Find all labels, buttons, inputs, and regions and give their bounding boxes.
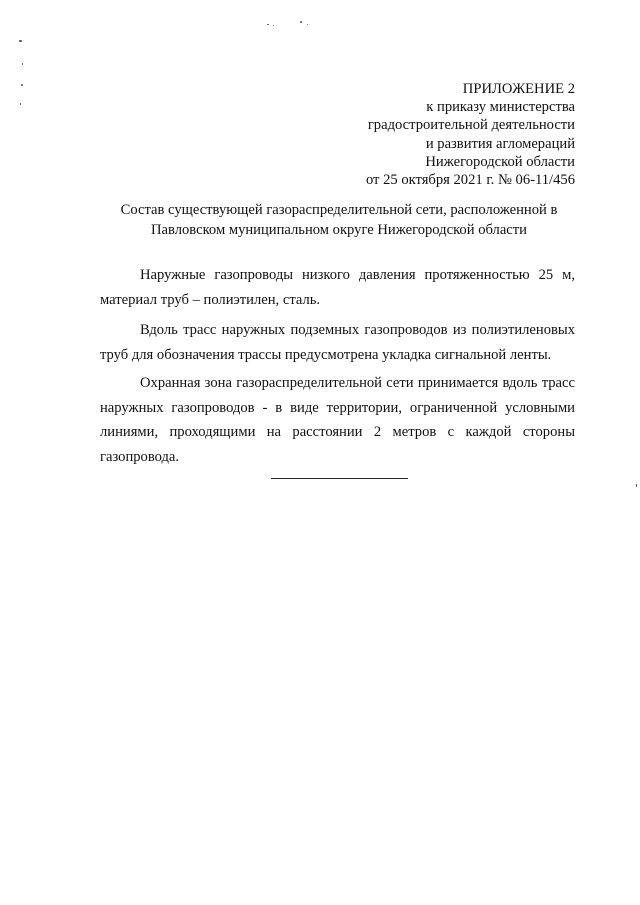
document-body [100,263,575,469]
appendix-line-order: к приказу министерства [426,99,575,116]
paragraph-protection-zone [100,371,575,469]
document-title [100,200,578,240]
scan-speck [300,21,302,23]
paragraph-line: Наружные газопроводы низкого давления протяженностью 25 м, [140,267,575,283]
appendix-line-ministry: градостроительной деятельности [367,117,575,134]
scan-speck [21,84,23,86]
paragraph-line: труб для обозначения трассы предусмотрена укладка сигнальной ленты. [100,346,552,363]
paragraph-line: наружных газопроводов - в виде территории, ограниченной условными [100,399,575,416]
scan-speck [307,24,308,25]
paragraph-line: линиями, проходящими на расстоянии 2 метров с каждой стороны [100,424,575,440]
paragraph-line: Вдоль трасс наружных подземных газопроводов из полиэтиленовых [140,322,575,338]
scan-speck [22,63,23,65]
scan-speck [19,40,22,42]
paragraph-signal-tape [100,318,575,367]
appendix-header [366,80,575,189]
paragraph-line: Охранная зона газораспределительной сети принимается вдоль трасс [140,375,575,391]
appendix-line-region: Нижегородской области [425,153,575,170]
title-line-2: Павловском муниципальном округе Нижегородской области [151,222,527,238]
appendix-line-agglomeration: и развития агломераций [425,135,575,152]
scan-speck [273,25,274,26]
appendix-order-date-number: от 25 октября 2021 г. № 06-11/456 [365,172,575,189]
paragraph-line: газопровода. [100,448,180,465]
scan-speck [267,24,269,25]
appendix-label: ПРИЛОЖЕНИЕ 2 [462,81,575,97]
paragraph-pipelines [100,263,575,312]
scan-speck [636,484,637,487]
closing-rule-divider [271,478,408,479]
scan-speck [20,103,21,105]
paragraph-line: материал труб – полиэтилен, сталь. [100,291,321,308]
title-line-1: Состав существующей газораспределительной сети, расположенной в [120,202,558,218]
